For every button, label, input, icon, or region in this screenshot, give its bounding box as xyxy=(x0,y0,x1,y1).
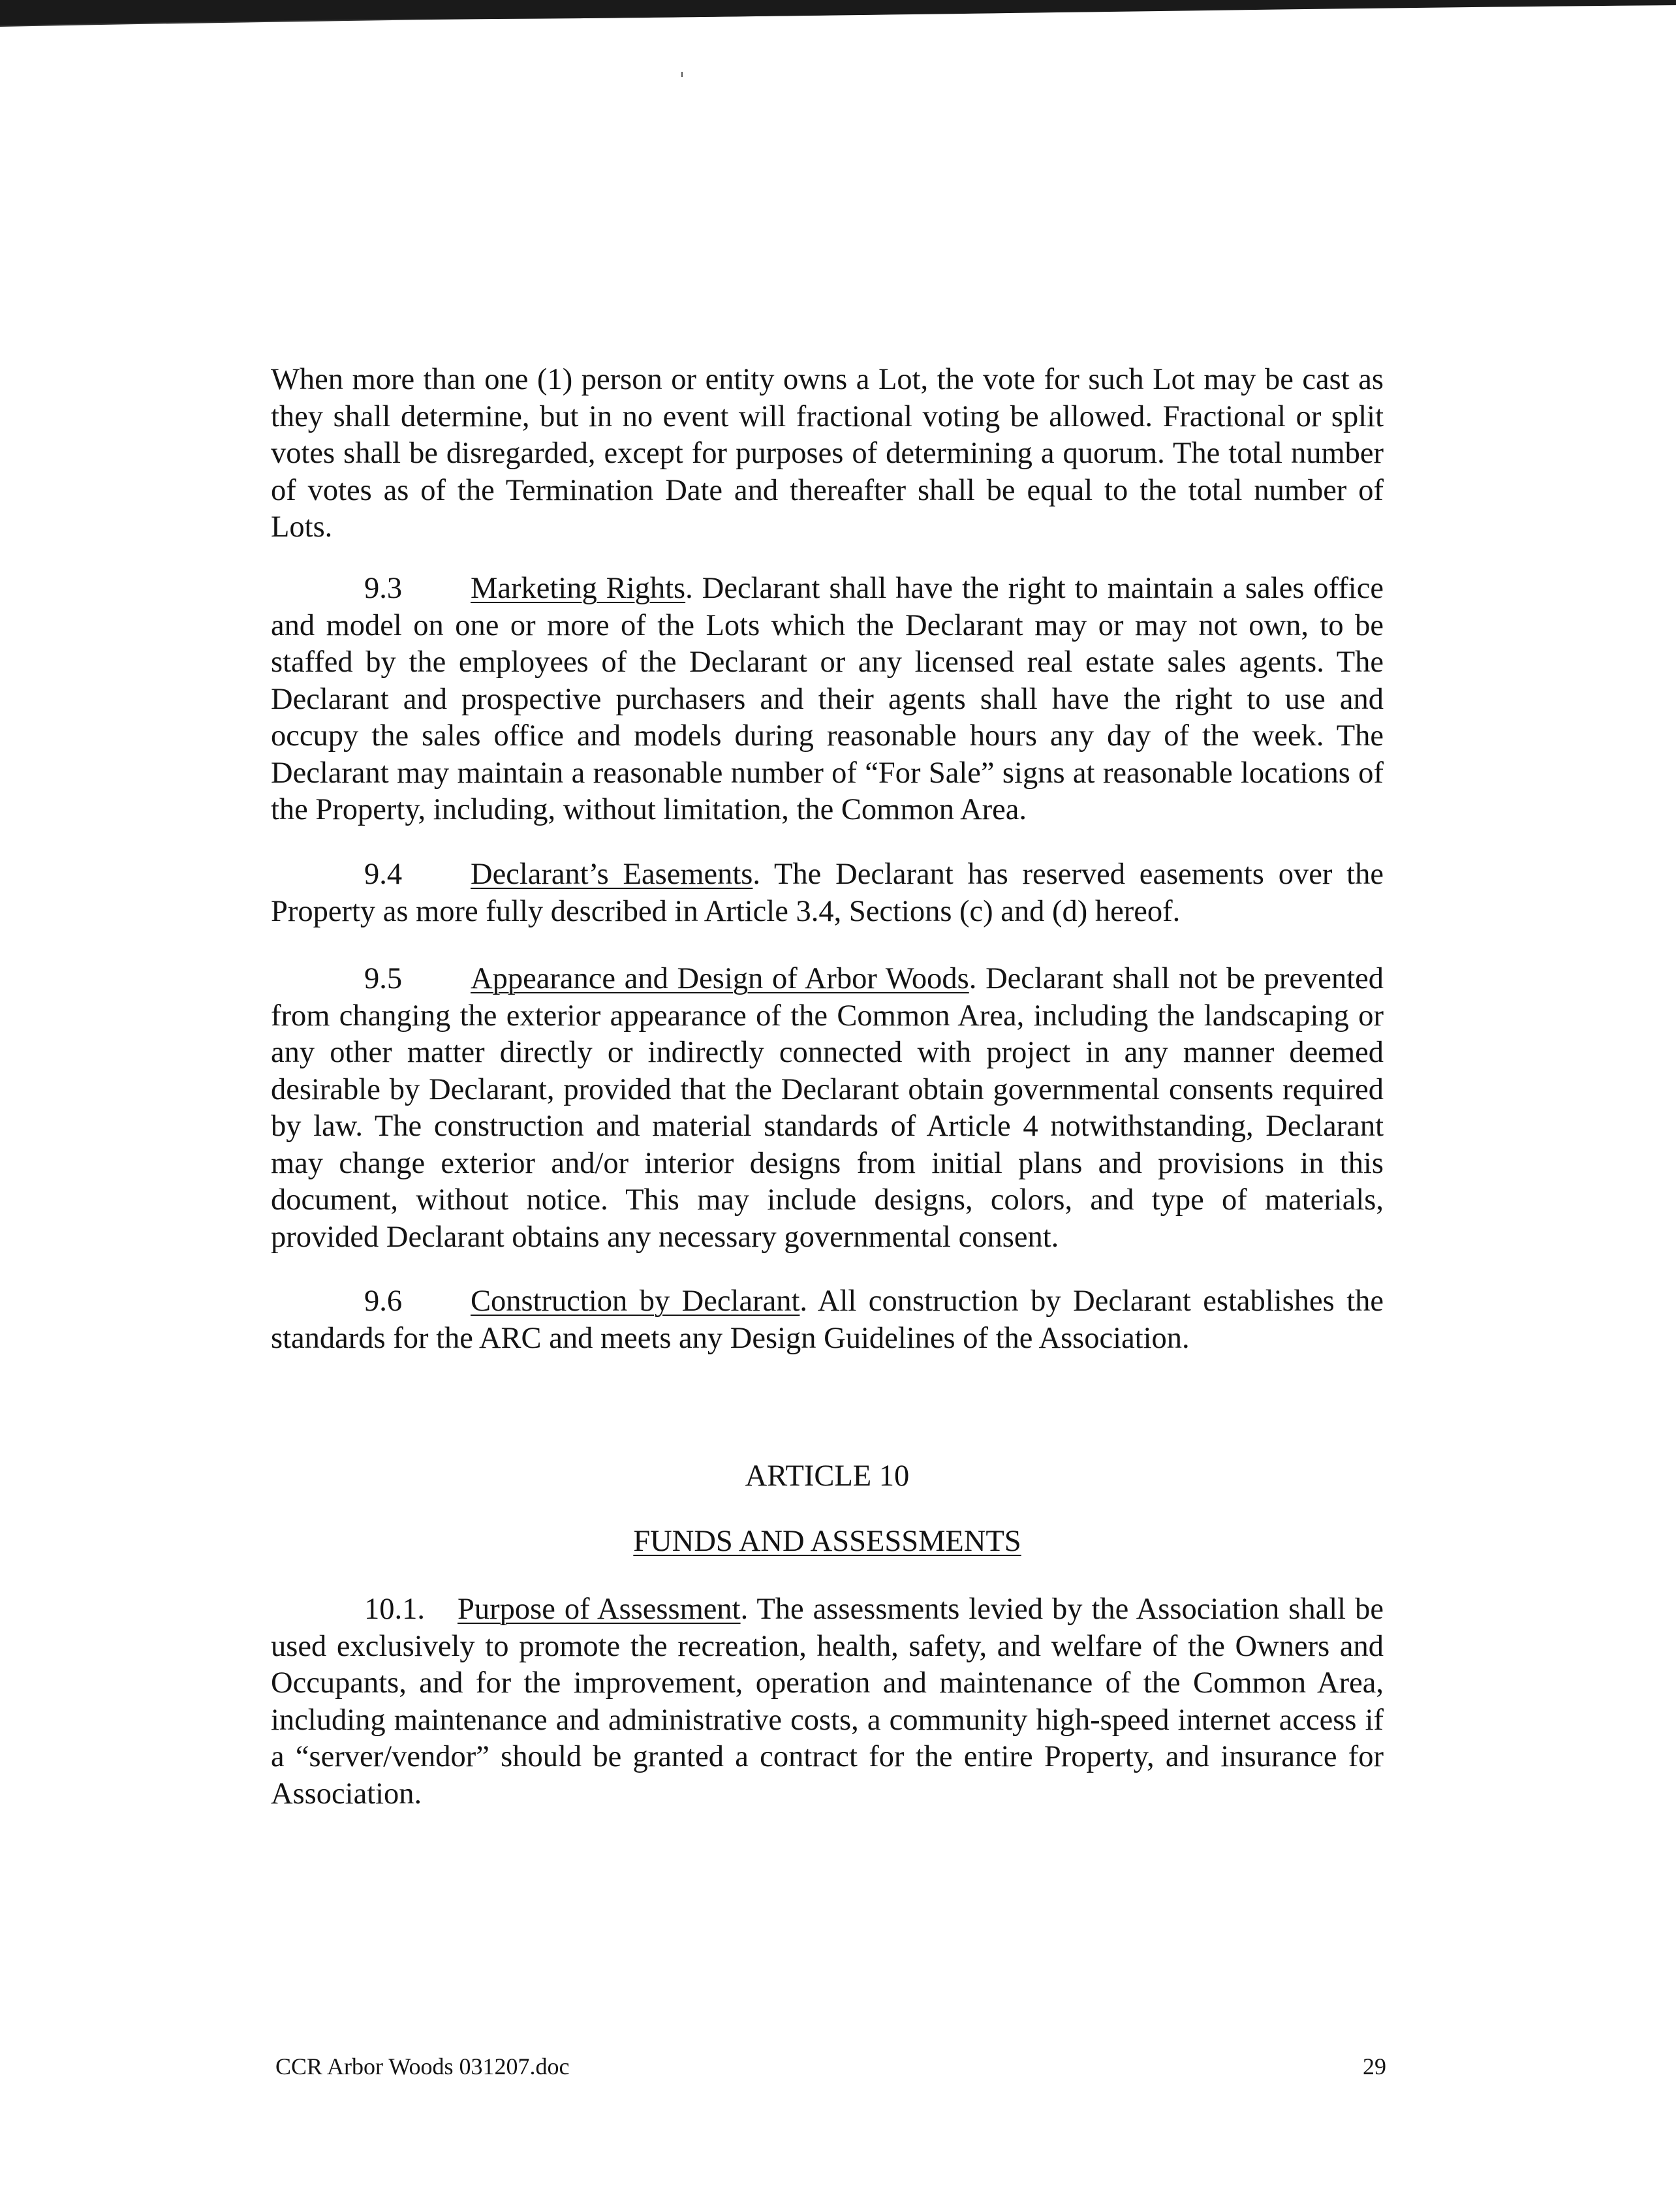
section-number: 10.1. xyxy=(364,1593,425,1626)
section-9-6 xyxy=(271,1283,1384,1357)
article-title-text: FUNDS AND ASSESSMENTS xyxy=(633,1525,1021,1558)
section-title: Marketing Rights xyxy=(471,572,686,605)
section-9-4 xyxy=(271,856,1384,930)
section-title: Appearance and Design of Arbor Woods xyxy=(471,962,969,995)
section-title: Declarant’s Easements xyxy=(471,858,753,891)
stray-scan-mark xyxy=(681,72,683,77)
voting-paragraph-text: When more than one (1) person or entity owns a Lot, the vote for such Lot may be cast as they shall determine, but in no event will fractional voting be allowed. Fractional or split votes shall be disregarded, except for purposes of determining a quorum. The total number of votes as of the Termination Date and thereafter shall be equal to the total number of Lots. xyxy=(271,363,1384,544)
scan-edge-artifact xyxy=(0,0,1676,29)
section-title: Purpose of Assessment xyxy=(458,1593,741,1626)
section-text: . The Declarant has reserved easements over the Property as more fully described in Article 3.4, Sections (c) and (d) hereof. xyxy=(271,858,1384,928)
section-text: . Declarant shall not be prevented from changing the exterior appearance of the Common Area, including the landscaping or any other matter directly or indirectly connected with project in any manner deemed desirable by Declarant, provided that the Declarant obtain governmental consents required by law. The construction and material standards of Article 4 notwithstanding, Declarant may change exterior and/or interior designs from initial plans and provisions in this document, without notice. This may include designs, colors, and type of materials, provided Declarant obtains any necessary governmental consent. xyxy=(271,962,1384,1254)
section-9-5 xyxy=(271,961,1384,1256)
section-text: . The assessments levied by the Association shall be used exclusively to promote the recreation, health, safety, and welfare of the Owners and Occupants, and for the improvement, operation and maintenance of the Common Area, including maintenance and administrative costs, a community high-speed internet access if a “server/vendor” should be granted a contract for the entire Property, and insurance for Association. xyxy=(271,1593,1384,1811)
section-title: Construction by Declarant xyxy=(471,1285,800,1318)
section-9-3 xyxy=(271,570,1384,829)
section-text: . All construction by Declarant establishes the standards for the ARC and meets any Design Guidelines of the Association. xyxy=(271,1285,1384,1355)
section-10-1 xyxy=(271,1591,1384,1813)
footer-filename: CCR Arbor Woods 031207.doc xyxy=(275,2053,570,2080)
article-title xyxy=(271,1523,1384,1560)
article-heading: ARTICLE 10 xyxy=(745,1459,910,1493)
footer-page-number: 29 xyxy=(1363,2053,1386,2080)
section-number: 9.6 xyxy=(364,1285,403,1318)
section-text: . Declarant shall have the right to maintain a sales office and model on one or more of the Lots which the Declarant may or may not own, to be staffed by the employees of the Declarant or any licensed real estate sales agents. The Declarant and prospective purchasers and their agents shall have the right to use and occupy the sales office and models during reasonable hours any day of the week. The Declarant may maintain a reasonable number of “For Sale” signs at reasonable locations of the Property, including, without limitation, the Common Area. xyxy=(271,572,1384,826)
voting-paragraph xyxy=(271,362,1384,546)
section-number: 9.3 xyxy=(364,572,403,605)
section-number: 9.4 xyxy=(364,858,403,891)
section-number: 9.5 xyxy=(364,962,403,995)
